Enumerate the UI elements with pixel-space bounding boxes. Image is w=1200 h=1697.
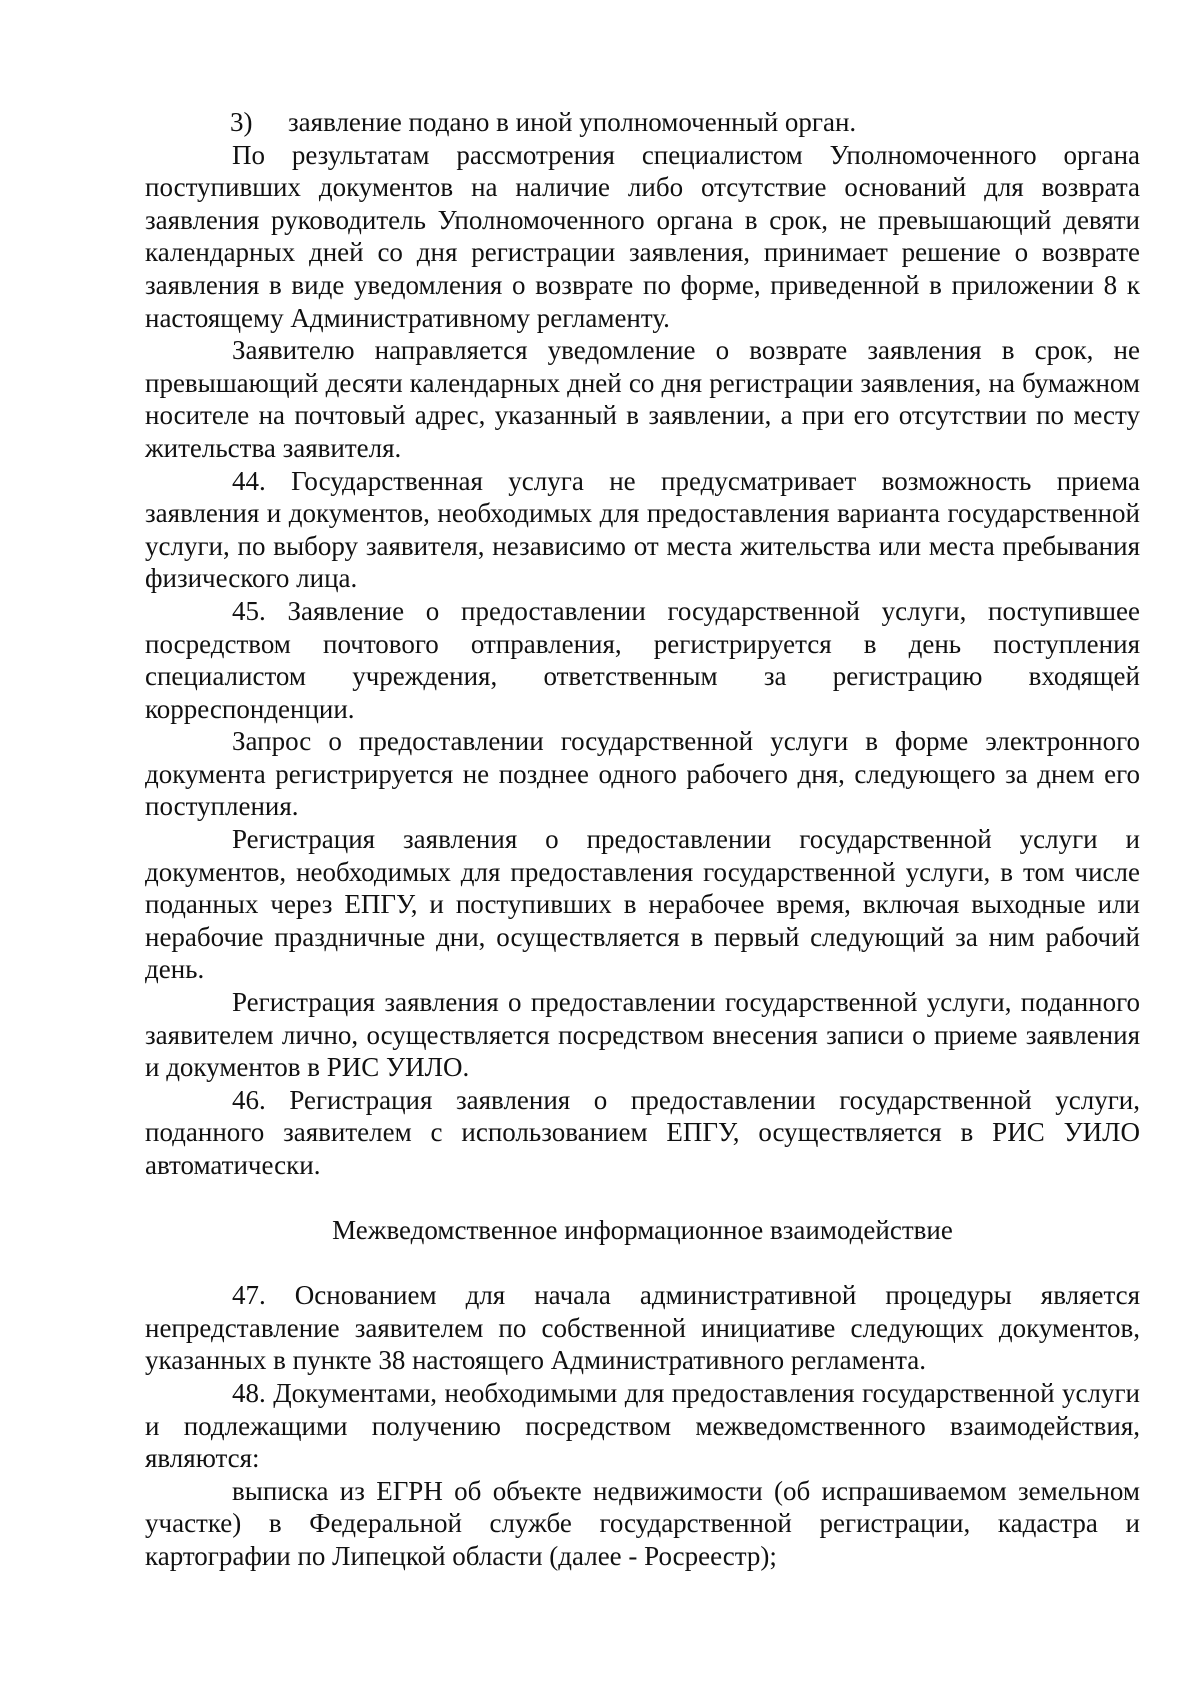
list-item-3 xyxy=(145,106,1140,139)
paragraph-item-45: 45. Заявление о предоставлении государственной услуги, поступившее посредством почтового отправления, регистрируется в день поступления специалистом учреждения, ответственным за регистрацию входящей корреспонденции. xyxy=(145,595,1140,724)
paragraph-item-48: 48. Документами, необходимыми для предоставления государственной услуги и подлежащими получению посредством межведомственного взаимодействия, являются: xyxy=(145,1377,1140,1474)
paragraph: Запрос о предоставлении государственной услуги в форме электронного документа регистрируется не позднее одного рабочего дня, следующего за днем его поступления. xyxy=(145,726,1140,822)
paragraph: Регистрация заявления о предоставлении государственной услуги, поданного заявителем лично, осуществляется посредством внесения записи о приеме заявления и документов в РИС УИЛО. xyxy=(145,987,1140,1083)
paragraph: Регистрация заявления о предоставлении государственной услуги и документов, необходимых для предоставления государственной услуги, в том числе поданных через ЕПГУ, и поступивших в нерабочее время, включая выходные или нерабочие праздничные дни, осуществляется в первый следующий за ним рабочий день. xyxy=(145,824,1140,985)
section-heading: Межведомственное информационное взаимодействие xyxy=(332,1214,953,1245)
paragraph-item-47: 47. Основанием для начала административной процедуры является непредставление заявителем по собственной инициативе следующих документов, указанных в пункте 38 настоящего Административного регламента. xyxy=(145,1280,1140,1376)
paragraph-item-44: 44. Государственная услуга не предусматривает возможность приема заявления и документов, необходимых для предоставления варианта государственной услуги, по выбору заявителя, независимо от места жительства или места пребывания физического лица. xyxy=(145,465,1140,594)
list-item-number: 3) xyxy=(230,107,253,137)
paragraph-item-46: 46. Регистрация заявления о предоставлении государственной услуги, поданного заявителем с использованием ЕПГУ, осуществляется в РИС УИЛО автоматически. xyxy=(145,1084,1140,1180)
list-item-text: заявление подано в иной уполномоченный орган. xyxy=(288,107,857,137)
paragraph: Заявителю направляется уведомление о возврате заявления в срок, не превышающий десяти календарных дней со дня регистрации заявления, на бумажном носителе на почтовый адрес, указанный в заявлении, а при его отсутствии по месту жительства заявителя. xyxy=(145,335,1140,463)
document-page xyxy=(145,106,1140,1573)
paragraph: По результатам рассмотрения специалистом Уполномоченного органа поступивших документов на наличие либо отсутствие оснований для возврата заявления руководитель Уполномоченного органа в срок, не превышающий девяти календарных дней со дня регистрации заявления, принимает решение о возврате заявления в виде уведомления о возврате по форме, приведенной в приложении 8 к настоящему Административному регламенту. xyxy=(145,139,1140,333)
paragraph: выписка из ЕГРН об объекте недвижимости (об испрашиваемом земельном участке) в Федеральной службе государственной регистрации, кадастра и картографии по Липецкой области (далее - Росреестр); xyxy=(145,1475,1140,1571)
